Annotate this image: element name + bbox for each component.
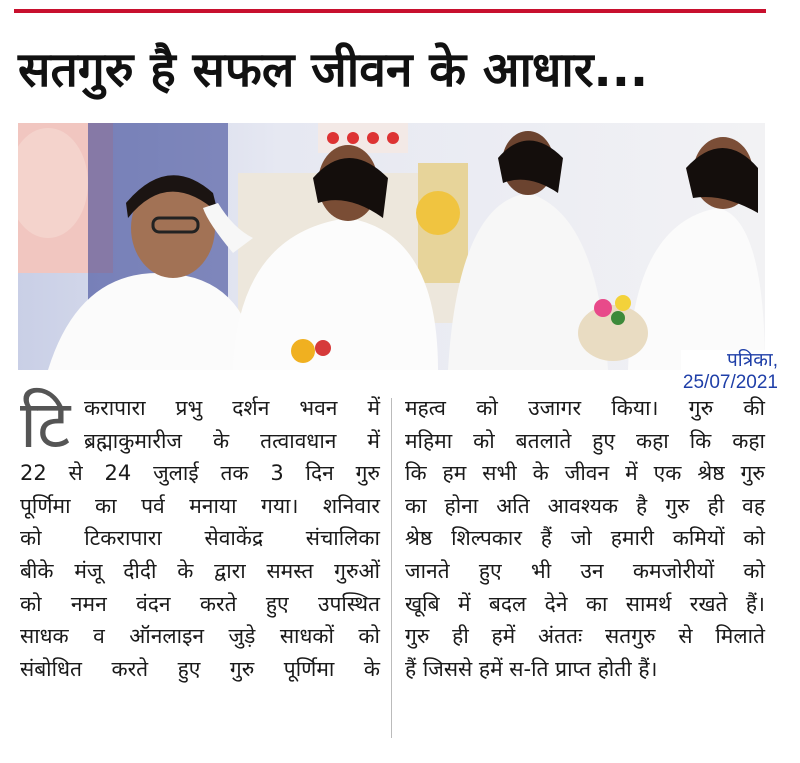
article-line: पूर्णिमा का पर्व मनाया गया। शनिवार	[20, 493, 380, 518]
article-line: गुरु ही हमें अंततः सतगुरु से मिलाते	[405, 624, 765, 649]
article-line: बीके मंजू दीदी के द्वारा समस्त गुरुओं	[20, 558, 380, 583]
article-line: संबोधित करते हुए गुरु पूर्णिमा के	[20, 656, 380, 681]
article-line: साधक व ऑनलाइन जुड़े साधकों को	[20, 624, 380, 649]
article-line: खूबि में बदल देने का सामर्थ रखते हैं।	[405, 591, 765, 616]
column-divider	[391, 398, 392, 738]
drop-cap: टि	[20, 386, 71, 463]
article-line: करापारा प्रभु दर्शन भवन में	[84, 396, 380, 420]
article-line: श्रेष्ठ शिल्पकार हैं जो हमारी कमियों को	[405, 526, 765, 551]
article-line: को नमन वंदन करते हुए उपस्थित	[20, 591, 380, 616]
article-column-left	[20, 386, 380, 685]
top-rule	[14, 9, 766, 13]
credit-source: पत्रिका,	[727, 350, 778, 371]
news-photo	[18, 123, 765, 370]
photo-icon	[18, 123, 765, 370]
article-line: का होना अति आवश्यक है गुरु ही वह	[405, 493, 765, 518]
headline: सतगुरु है सफल जीवन के आधार...	[18, 42, 649, 98]
article-line: हैं जिससे हमें स-ति प्राप्त होती हैं।	[405, 656, 658, 681]
article-column-right	[405, 392, 765, 685]
article-line: महिमा को बतलाते हुए कहा कि कहा	[405, 428, 765, 453]
article-line: 22 से 24 जुलाई तक 3 दिन गुरु	[20, 461, 380, 486]
article-line: ब्रह्माकुमारीज के तत्वावधान में	[84, 428, 380, 453]
article-line: महत्व को उजागर किया। गुरु की	[405, 396, 765, 420]
article-line: को टिकरापारा सेवाकेंद्र संचालिका	[20, 526, 380, 551]
photo-credit	[681, 350, 780, 394]
article-line: कि हम सभी के जीवन में एक श्रेष्ठ गुरु	[405, 461, 765, 486]
credit-date: 25/07/2021	[682, 372, 778, 393]
article-line: जानते हुए भी उन कमजोरीयों को	[405, 558, 765, 583]
